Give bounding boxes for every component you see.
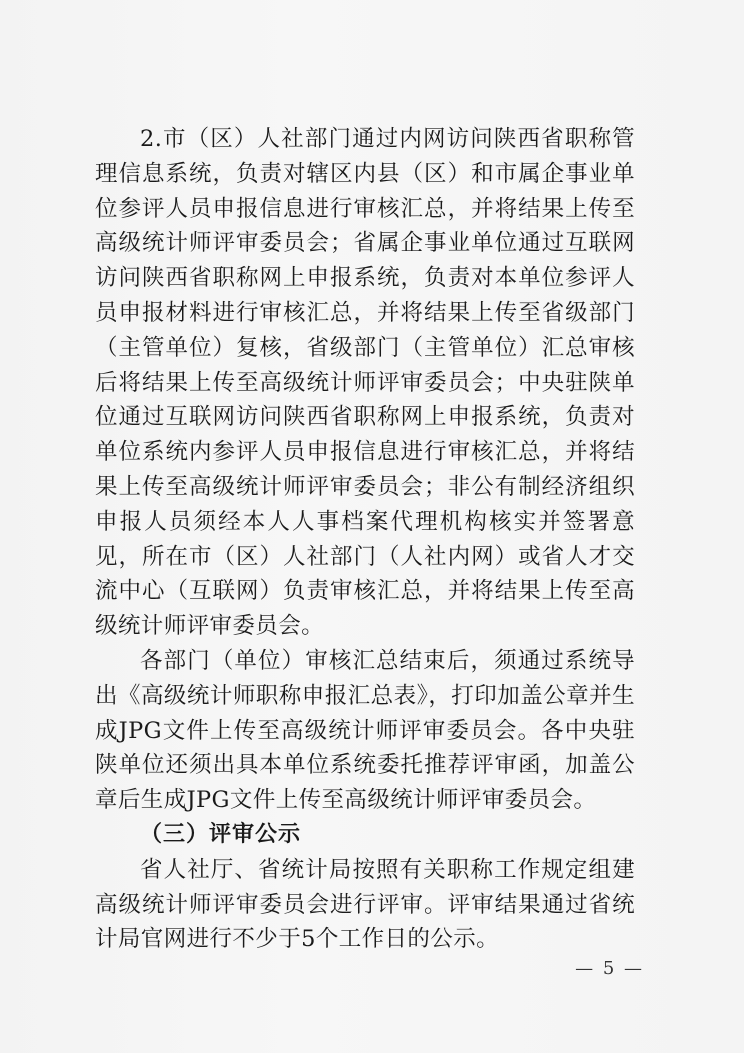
section-heading: （三）评审公示 xyxy=(140,821,302,847)
page-number: — 5 — xyxy=(575,958,644,979)
document-body xyxy=(95,122,635,957)
paragraph-summary-export: 各部门（单位）审核汇总结束后，须通过系统导出《高级统计师职称申报汇总表》，打印加盖公章并生成JPG文件上传至高级统计师评审委员会。各中央驻陕单位还须出具本单位系统委托推荐评审函，加盖公章后生成JPG文件上传至高级统计师评审委员会。 xyxy=(95,647,635,814)
paragraph-review-procedure: 2.市（区）人社部门通过内网访问陕西省职称管理信息系统，负责对辖区内县（区）和市属企事业单位参评人员申报信息进行审核汇总，并将结果上传至高级统计师评审委员会；省属企事业单位通过互联网访问陕西省职称网上申报系统，负责对本单位参评人员申报材料进行审核汇总，并将结果上传至省级部门（主管单位）复核，省级部门（主管单位）汇总审核后将结果上传至高级统计师评审委员会；中央驻陕单位通过互联网访问陕西省职称网上申报系统，负责对单位系统内参评人员申报信息进行审核汇总，并将结果上传至高级统计师评审委员会；非公有制经济组织申报人员须经本人人事档案代理机构核实并签署意见，所在市（区）人社部门（人社内网）或省人才交流中心（互联网）负责审核汇总，并将结果上传至高级统计师评审委员会。 xyxy=(95,126,635,640)
paragraph-publicity: 省人社厅、省统计局按照有关职称工作规定组建高级统计师评审委员会进行评审。评审结果通过省统计局官网进行不少于5个工作日的公示。 xyxy=(95,856,635,953)
